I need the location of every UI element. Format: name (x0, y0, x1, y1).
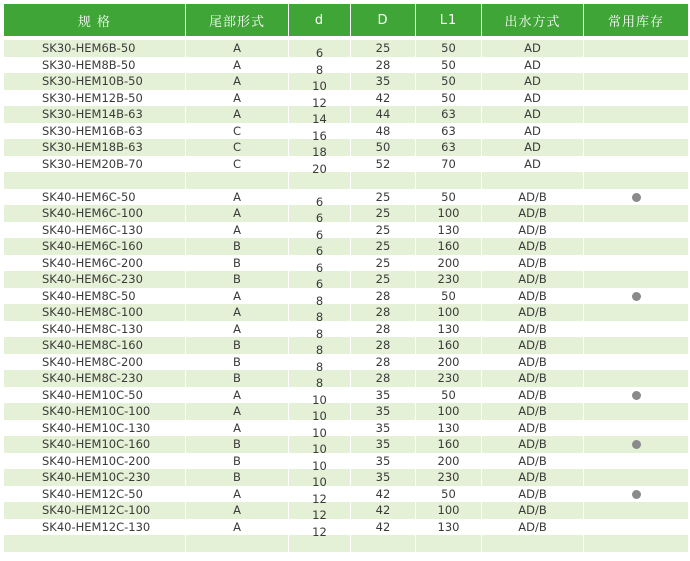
D-cell (351, 172, 416, 189)
header-D: D (351, 4, 416, 36)
header-row (4, 4, 688, 36)
L1-cell: 200 (416, 453, 482, 470)
spec-cell: SK40-HEM6C-100 (4, 205, 186, 222)
table-row (4, 420, 688, 437)
L1-cell: 50 (416, 40, 482, 57)
stock-cell (584, 420, 688, 437)
tail-type-cell: C (186, 139, 289, 156)
table-row (4, 73, 688, 90)
spec-cell: SK30-HEM18B-63 (4, 139, 186, 156)
table-row (4, 354, 688, 371)
tail-type-cell: B (186, 469, 289, 486)
stock-cell (584, 90, 688, 107)
water-outlet-cell: AD/B (482, 502, 584, 519)
D-cell: 28 (351, 57, 416, 74)
L1-cell: 100 (416, 502, 482, 519)
water-outlet-cell (482, 172, 584, 189)
water-outlet-cell: AD/B (482, 321, 584, 338)
D-cell: 42 (351, 486, 416, 503)
D-cell: 44 (351, 106, 416, 123)
water-outlet-cell: AD/B (482, 519, 584, 536)
spec-cell: SK40-HEM6C-230 (4, 271, 186, 288)
spec-cell: SK40-HEM12C-100 (4, 502, 186, 519)
stock-cell (584, 189, 688, 206)
water-outlet-cell (482, 535, 584, 552)
d-value: 8 (315, 376, 324, 391)
L1-cell: 160 (416, 337, 482, 354)
stock-cell (584, 139, 688, 156)
table-row (4, 387, 688, 404)
D-cell: 50 (351, 139, 416, 156)
stock-cell (584, 354, 688, 371)
table-body (4, 40, 688, 552)
D-cell: 28 (351, 288, 416, 305)
stock-cell (584, 57, 688, 74)
water-outlet-cell: AD/B (482, 238, 584, 255)
spec-cell: SK40-HEM10C-130 (4, 420, 186, 437)
stock-dot-icon (632, 193, 641, 202)
D-cell: 25 (351, 255, 416, 272)
water-outlet-cell: AD (482, 156, 584, 173)
d-value: 6 (315, 227, 324, 242)
L1-cell (416, 535, 482, 552)
d-cell (289, 40, 351, 61)
header-tail-type: 尾部形式 (186, 4, 289, 36)
spec-cell (4, 535, 186, 552)
D-cell: 28 (351, 337, 416, 354)
spec-table (4, 4, 688, 552)
D-cell: 25 (351, 205, 416, 222)
spec-cell: SK30-HEM6B-50 (4, 40, 186, 57)
spec-cell: SK40-HEM10C-50 (4, 387, 186, 404)
water-outlet-cell: AD/B (482, 205, 584, 222)
table-row (4, 486, 688, 503)
D-cell: 35 (351, 420, 416, 437)
tail-type-cell: B (186, 271, 289, 288)
L1-cell: 130 (416, 519, 482, 536)
spec-cell: SK40-HEM10C-160 (4, 436, 186, 453)
table-row (4, 205, 688, 222)
tail-type-cell: A (186, 321, 289, 338)
spec-cell: SK40-HEM8C-100 (4, 304, 186, 321)
table-row (4, 453, 688, 470)
water-outlet-cell: AD (482, 40, 584, 57)
stock-cell (584, 40, 688, 57)
tail-type-cell (186, 535, 289, 552)
spec-cell: SK40-HEM6C-50 (4, 189, 186, 206)
d-value: 8 (315, 293, 324, 308)
spec-cell: SK30-HEM16B-63 (4, 123, 186, 140)
D-cell: 28 (351, 304, 416, 321)
D-cell: 28 (351, 354, 416, 371)
stock-cell (584, 288, 688, 305)
water-outlet-cell: AD/B (482, 370, 584, 387)
D-cell: 35 (351, 403, 416, 420)
table-row (4, 288, 688, 305)
D-cell: 42 (351, 519, 416, 536)
d-value: 20 (312, 161, 327, 176)
table-row (4, 321, 688, 338)
D-cell: 25 (351, 40, 416, 57)
water-outlet-cell: AD/B (482, 222, 584, 239)
spec-cell: SK30-HEM8B-50 (4, 57, 186, 74)
D-cell: 28 (351, 370, 416, 387)
stock-cell (584, 469, 688, 486)
table-row (4, 519, 688, 536)
L1-cell: 100 (416, 304, 482, 321)
stock-cell (584, 337, 688, 354)
D-cell: 25 (351, 238, 416, 255)
tail-type-cell: C (186, 123, 289, 140)
d-value: 6 (315, 244, 324, 259)
D-cell: 25 (351, 222, 416, 239)
L1-cell: 100 (416, 403, 482, 420)
water-outlet-cell: AD (482, 106, 584, 123)
D-cell: 35 (351, 469, 416, 486)
table-row (4, 238, 688, 255)
tail-type-cell: B (186, 238, 289, 255)
d-value: 8 (315, 62, 324, 77)
header-d: d (289, 4, 351, 36)
stock-cell (584, 370, 688, 387)
stock-cell (584, 453, 688, 470)
tail-type-cell: C (186, 156, 289, 173)
water-outlet-cell: AD/B (482, 486, 584, 503)
D-cell: 28 (351, 321, 416, 338)
table-row (4, 57, 688, 74)
L1-cell: 230 (416, 469, 482, 486)
table-row (4, 90, 688, 107)
D-cell: 25 (351, 189, 416, 206)
water-outlet-cell: AD/B (482, 420, 584, 437)
D-cell: 48 (351, 123, 416, 140)
water-outlet-cell: AD/B (482, 337, 584, 354)
tail-type-cell: A (186, 40, 289, 57)
d-value: 10 (312, 442, 327, 457)
water-outlet-cell: AD/B (482, 387, 584, 404)
tail-type-cell: A (186, 57, 289, 74)
d-value: 8 (315, 343, 324, 358)
header-L1: L1 (416, 4, 482, 36)
spec-cell: SK40-HEM8C-130 (4, 321, 186, 338)
stock-cell (584, 387, 688, 404)
stock-cell (584, 321, 688, 338)
tail-type-cell: B (186, 436, 289, 453)
table-row (4, 222, 688, 239)
L1-cell (416, 172, 482, 189)
L1-cell: 63 (416, 123, 482, 140)
stock-cell (584, 106, 688, 123)
stock-cell (584, 205, 688, 222)
L1-cell: 200 (416, 255, 482, 272)
d-value: 6 (315, 194, 324, 209)
d-value: 6 (315, 46, 324, 61)
water-outlet-cell: AD/B (482, 403, 584, 420)
water-outlet-cell: AD/B (482, 354, 584, 371)
water-outlet-cell: AD (482, 123, 584, 140)
table-row (4, 436, 688, 453)
stock-cell (584, 304, 688, 321)
L1-cell: 63 (416, 139, 482, 156)
d-value: 12 (312, 491, 327, 506)
d-value: 10 (312, 425, 327, 440)
d-value: 12 (312, 508, 327, 523)
table-row (4, 106, 688, 123)
L1-cell: 50 (416, 57, 482, 74)
d-value: 10 (312, 409, 327, 424)
tail-type-cell: A (186, 205, 289, 222)
tail-type-cell: B (186, 370, 289, 387)
spec-cell: SK40-HEM8C-50 (4, 288, 186, 305)
d-value: 8 (315, 310, 324, 325)
D-cell: 42 (351, 90, 416, 107)
water-outlet-cell: AD/B (482, 189, 584, 206)
tail-type-cell: A (186, 90, 289, 107)
tail-type-cell: B (186, 453, 289, 470)
stock-dot-icon (632, 292, 641, 301)
tail-type-cell (186, 172, 289, 189)
spec-cell: SK40-HEM8C-160 (4, 337, 186, 354)
stock-cell (584, 238, 688, 255)
L1-cell: 200 (416, 354, 482, 371)
table-row (4, 337, 688, 354)
table-row (4, 40, 688, 57)
spec-cell: SK40-HEM10C-230 (4, 469, 186, 486)
tail-type-cell: A (186, 288, 289, 305)
table-row (4, 469, 688, 486)
spec-cell: SK30-HEM20B-70 (4, 156, 186, 173)
spec-cell: SK40-HEM6C-130 (4, 222, 186, 239)
d-value: 14 (312, 112, 327, 127)
table-row (4, 189, 688, 206)
spec-cell: SK40-HEM8C-230 (4, 370, 186, 387)
spec-cell: SK40-HEM8C-200 (4, 354, 186, 371)
water-outlet-cell: AD/B (482, 469, 584, 486)
stock-cell (584, 172, 688, 189)
spec-cell: SK40-HEM12C-130 (4, 519, 186, 536)
d-value: 10 (312, 392, 327, 407)
L1-cell: 50 (416, 486, 482, 503)
d-value: 6 (315, 211, 324, 226)
spec-cell: SK40-HEM12C-50 (4, 486, 186, 503)
tail-type-cell: B (186, 337, 289, 354)
spec-cell: SK30-HEM12B-50 (4, 90, 186, 107)
D-cell: 35 (351, 73, 416, 90)
d-value: 18 (312, 145, 327, 160)
L1-cell: 63 (416, 106, 482, 123)
spec-cell: SK40-HEM6C-200 (4, 255, 186, 272)
tail-type-cell: A (186, 420, 289, 437)
tail-type-cell: A (186, 106, 289, 123)
d-value: 10 (312, 475, 327, 490)
L1-cell: 160 (416, 238, 482, 255)
stock-cell (584, 271, 688, 288)
D-cell: 35 (351, 453, 416, 470)
tail-type-cell: A (186, 486, 289, 503)
d-cell (289, 189, 351, 209)
table-row (4, 502, 688, 519)
table-row (4, 255, 688, 272)
stock-cell (584, 502, 688, 519)
tail-type-cell: B (186, 255, 289, 272)
water-outlet-cell: AD (482, 90, 584, 107)
table-row (4, 139, 688, 156)
tail-type-cell: A (186, 304, 289, 321)
spec-cell: SK30-HEM10B-50 (4, 73, 186, 90)
D-cell (351, 535, 416, 552)
tail-type-cell: A (186, 73, 289, 90)
D-cell: 42 (351, 502, 416, 519)
water-outlet-cell: AD/B (482, 288, 584, 305)
tail-type-cell: A (186, 502, 289, 519)
water-outlet-cell: AD/B (482, 436, 584, 453)
tail-type-cell: A (186, 403, 289, 420)
stock-cell (584, 156, 688, 173)
L1-cell: 50 (416, 288, 482, 305)
d-value: 8 (315, 359, 324, 374)
d-value: 6 (315, 260, 324, 275)
table-row (4, 271, 688, 288)
L1-cell: 230 (416, 370, 482, 387)
water-outlet-cell: AD (482, 73, 584, 90)
L1-cell: 160 (416, 436, 482, 453)
D-cell: 35 (351, 387, 416, 404)
spec-cell: SK40-HEM10C-200 (4, 453, 186, 470)
D-cell: 35 (351, 436, 416, 453)
stock-dot-icon (632, 490, 641, 499)
spec-cell: SK40-HEM10C-100 (4, 403, 186, 420)
L1-cell: 50 (416, 387, 482, 404)
table-row (4, 535, 688, 552)
table-row (4, 156, 688, 173)
table-row (4, 172, 688, 189)
water-outlet-cell: AD/B (482, 271, 584, 288)
table-row (4, 304, 688, 321)
L1-cell: 130 (416, 420, 482, 437)
stock-cell (584, 255, 688, 272)
tail-type-cell: B (186, 354, 289, 371)
header-stock: 常用库存 (584, 4, 688, 36)
stock-cell (584, 535, 688, 552)
d-value: 12 (312, 524, 327, 539)
d-value: 12 (312, 95, 327, 110)
D-cell: 25 (351, 271, 416, 288)
water-outlet-cell: AD (482, 57, 584, 74)
d-value: 16 (312, 128, 327, 143)
d-value: 10 (312, 79, 327, 94)
stock-cell (584, 73, 688, 90)
L1-cell: 50 (416, 73, 482, 90)
L1-cell: 100 (416, 205, 482, 222)
water-outlet-cell: AD/B (482, 255, 584, 272)
stock-dot-icon (632, 391, 641, 400)
table-row (4, 370, 688, 387)
header-water-outlet: 出水方式 (482, 4, 584, 36)
L1-cell: 50 (416, 90, 482, 107)
spec-cell: SK40-HEM6C-160 (4, 238, 186, 255)
header-spec: 规 格 (4, 4, 186, 36)
table-row (4, 403, 688, 420)
stock-cell (584, 486, 688, 503)
stock-cell (584, 519, 688, 536)
stock-dot-icon (632, 440, 641, 449)
L1-cell: 50 (416, 189, 482, 206)
water-outlet-cell: AD (482, 139, 584, 156)
tail-type-cell: A (186, 222, 289, 239)
tail-type-cell: A (186, 387, 289, 404)
d-value: 8 (315, 326, 324, 341)
water-outlet-cell: AD/B (482, 304, 584, 321)
water-outlet-cell: AD/B (482, 453, 584, 470)
table-row (4, 123, 688, 140)
L1-cell: 230 (416, 271, 482, 288)
L1-cell: 130 (416, 321, 482, 338)
stock-cell (584, 436, 688, 453)
L1-cell: 130 (416, 222, 482, 239)
spec-cell: SK30-HEM14B-63 (4, 106, 186, 123)
stock-cell (584, 123, 688, 140)
spec-cell (4, 172, 186, 189)
D-cell: 52 (351, 156, 416, 173)
stock-cell (584, 222, 688, 239)
d-value: 10 (312, 458, 327, 473)
tail-type-cell: A (186, 189, 289, 206)
d-value: 6 (315, 277, 324, 292)
tail-type-cell: A (186, 519, 289, 536)
L1-cell: 70 (416, 156, 482, 173)
stock-cell (584, 403, 688, 420)
